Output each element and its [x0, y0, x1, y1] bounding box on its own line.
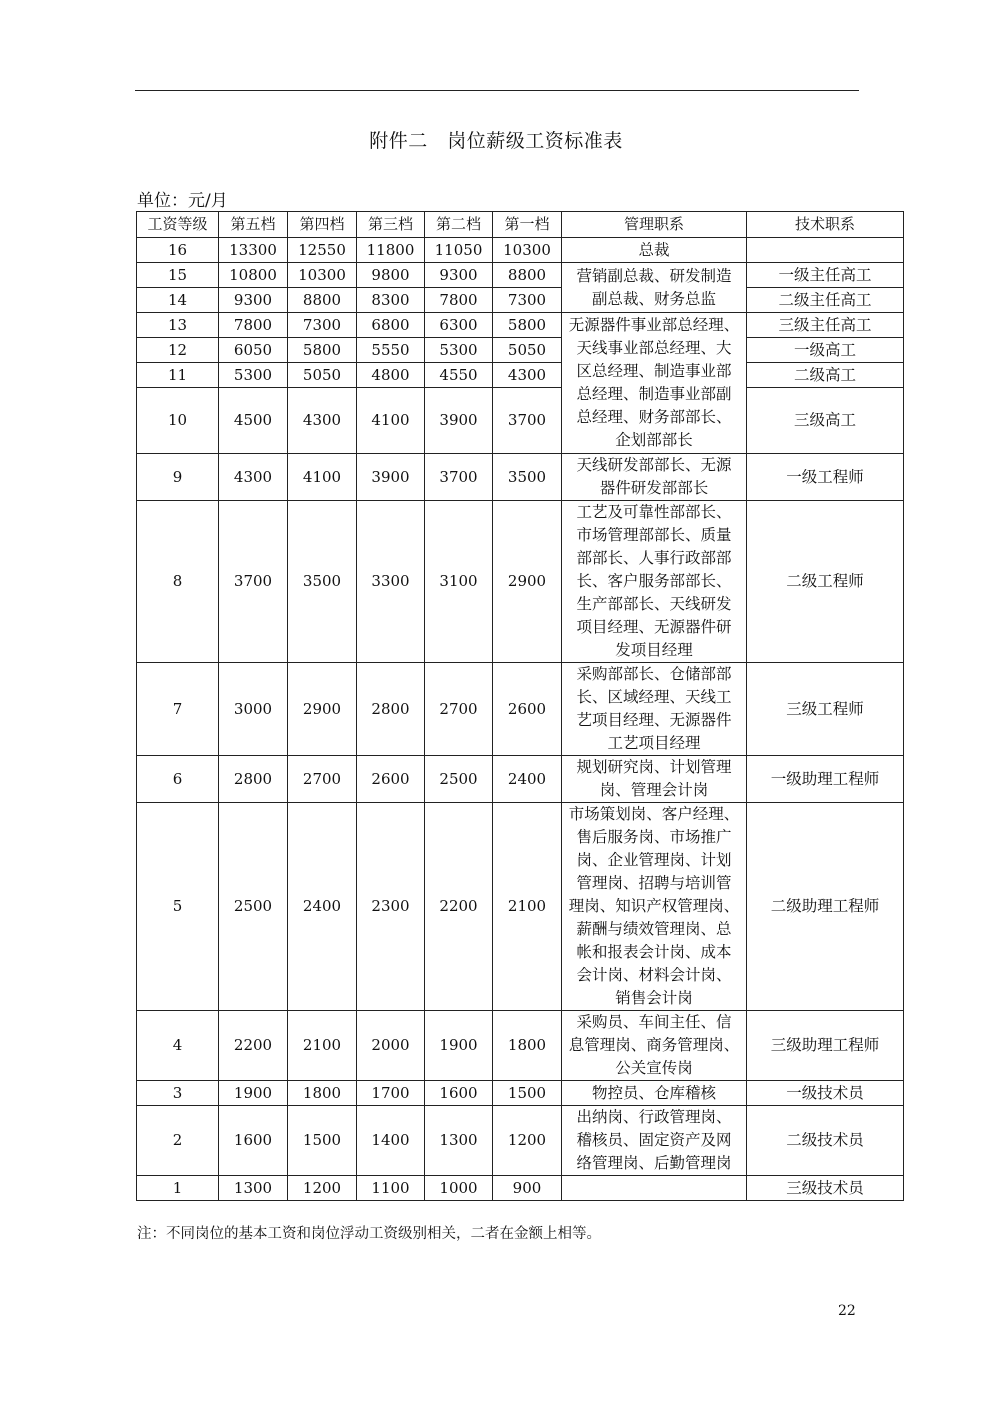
- table-row: [137, 338, 904, 363]
- step5-cell: 2800: [219, 756, 288, 803]
- step4-cell: 2400: [288, 803, 357, 1011]
- step4-cell: 2900: [288, 663, 357, 756]
- step3-cell: 4800: [357, 363, 425, 388]
- grade-cell: 1: [137, 1176, 219, 1201]
- management-cell: 规划研究岗、计划管理 岗、管理会计岗: [562, 756, 747, 803]
- step4-cell: 4100: [288, 454, 357, 501]
- step2-cell: 6300: [425, 313, 493, 338]
- grade-cell: 8: [137, 501, 219, 663]
- step1-cell: 2600: [493, 663, 562, 756]
- step4-cell: 12550: [288, 238, 357, 263]
- step2-cell: 2700: [425, 663, 493, 756]
- step3-cell: 2800: [357, 663, 425, 756]
- management-cell: 出纳岗、行政管理岗、 稽核员、固定资产及网 络管理岗、后勤管理岗: [562, 1106, 747, 1176]
- step4-cell: 7300: [288, 313, 357, 338]
- table-row: [137, 1176, 904, 1201]
- step1-cell: 2400: [493, 756, 562, 803]
- technical-cell: 三级技术员: [747, 1176, 904, 1201]
- step1-cell: 1800: [493, 1011, 562, 1081]
- grade-cell: 2: [137, 1106, 219, 1176]
- step5-cell: 6050: [219, 338, 288, 363]
- step4-cell: 2100: [288, 1011, 357, 1081]
- grade-cell: 13: [137, 313, 219, 338]
- management-cell: 物控员、仓库稽核: [562, 1081, 747, 1106]
- grade-cell: 9: [137, 454, 219, 501]
- table-row: [137, 263, 904, 288]
- table-row: [137, 363, 904, 388]
- technical-cell: 一级助理工程师: [747, 756, 904, 803]
- step5-cell: 4500: [219, 388, 288, 454]
- page-number: 22: [838, 1303, 856, 1319]
- step5-cell: 1300: [219, 1176, 288, 1201]
- grade-cell: 14: [137, 288, 219, 313]
- step3-cell: 2300: [357, 803, 425, 1011]
- step1-cell: 5800: [493, 313, 562, 338]
- step2-cell: 11050: [425, 238, 493, 263]
- header-rule: [135, 90, 859, 91]
- step1-cell: 5050: [493, 338, 562, 363]
- header-step3: 第三档: [357, 212, 425, 238]
- technical-cell: 一级技术员: [747, 1081, 904, 1106]
- step1-cell: 4300: [493, 363, 562, 388]
- step5-cell: 5300: [219, 363, 288, 388]
- table-row: [137, 1106, 904, 1176]
- grade-cell: 3: [137, 1081, 219, 1106]
- step4-cell: 1200: [288, 1176, 357, 1201]
- step5-cell: 1900: [219, 1081, 288, 1106]
- technical-cell: 二级技术员: [747, 1106, 904, 1176]
- table-row: [137, 388, 904, 454]
- step2-cell: 5300: [425, 338, 493, 363]
- technical-cell: 二级工程师: [747, 501, 904, 663]
- grade-cell: 12: [137, 338, 219, 363]
- footnote: 注：不同岗位的基本工资和岗位浮动工资级别相关，二者在金额上相等。: [137, 1226, 601, 1242]
- grade-cell: 6: [137, 756, 219, 803]
- step2-cell: 4550: [425, 363, 493, 388]
- table-row: [137, 313, 904, 338]
- step5-cell: 2200: [219, 1011, 288, 1081]
- table-row: [137, 1011, 904, 1081]
- step3-cell: 3900: [357, 454, 425, 501]
- header-step2: 第二档: [425, 212, 493, 238]
- table-header-row: [137, 212, 904, 238]
- management-cell: 工艺及可靠性部部长、 市场管理部部长、质量 部部长、人事行政部部 长、客户服务部部长、 生产部部长、天线研发 项目经理、无源器件研 发项目经理: [562, 501, 747, 663]
- header-grade: 工资等级: [137, 212, 219, 238]
- management-cell: 无源器件事业部总经理、 天线事业部总经理、大 区总经理、制造事业部 总经理、制造事业部副 总经理、财务部部长、 企划部部长: [562, 313, 747, 454]
- step4-cell: 5050: [288, 363, 357, 388]
- step4-cell: 1500: [288, 1106, 357, 1176]
- header-step5: 第五档: [219, 212, 288, 238]
- management-cell: 营销副总裁、研发制造 副总裁、财务总监: [562, 263, 747, 313]
- grade-cell: 16: [137, 238, 219, 263]
- management-cell: 采购部部长、仓储部部 长、区域经理、天线工 艺项目经理、无源器件 工艺项目经理: [562, 663, 747, 756]
- grade-cell: 4: [137, 1011, 219, 1081]
- step4-cell: 5800: [288, 338, 357, 363]
- step2-cell: 3100: [425, 501, 493, 663]
- table-row: [137, 803, 904, 1011]
- management-cell: 天线研发部部长、无源 器件研发部部长: [562, 454, 747, 501]
- table-row: [137, 238, 904, 263]
- grade-cell: 11: [137, 363, 219, 388]
- grade-cell: 15: [137, 263, 219, 288]
- step3-cell: 1100: [357, 1176, 425, 1201]
- technical-cell: 一级工程师: [747, 454, 904, 501]
- technical-cell: 一级高工: [747, 338, 904, 363]
- step3-cell: 3300: [357, 501, 425, 663]
- step1-cell: 2900: [493, 501, 562, 663]
- step5-cell: 7800: [219, 313, 288, 338]
- table-row: [137, 663, 904, 756]
- step2-cell: 1000: [425, 1176, 493, 1201]
- technical-cell: [747, 238, 904, 263]
- table-row: [137, 1081, 904, 1106]
- step4-cell: 2700: [288, 756, 357, 803]
- step1-cell: 7300: [493, 288, 562, 313]
- step3-cell: 4100: [357, 388, 425, 454]
- step4-cell: 3500: [288, 501, 357, 663]
- step2-cell: 1600: [425, 1081, 493, 1106]
- technical-cell: 一级主任高工: [747, 263, 904, 288]
- header-management: 管理职系: [562, 212, 747, 238]
- step5-cell: 3700: [219, 501, 288, 663]
- step3-cell: 1700: [357, 1081, 425, 1106]
- step5-cell: 4300: [219, 454, 288, 501]
- step1-cell: 900: [493, 1176, 562, 1201]
- technical-cell: 三级主任高工: [747, 313, 904, 338]
- table-row: [137, 756, 904, 803]
- table-row: [137, 288, 904, 313]
- step2-cell: 2500: [425, 756, 493, 803]
- header-technical: 技术职系: [747, 212, 904, 238]
- technical-cell: 三级工程师: [747, 663, 904, 756]
- step1-cell: 3700: [493, 388, 562, 454]
- step4-cell: 1800: [288, 1081, 357, 1106]
- technical-cell: 二级高工: [747, 363, 904, 388]
- step2-cell: 1300: [425, 1106, 493, 1176]
- technical-cell: 三级高工: [747, 388, 904, 454]
- step1-cell: 10300: [493, 238, 562, 263]
- step3-cell: 11800: [357, 238, 425, 263]
- header-step4: 第四档: [288, 212, 357, 238]
- step3-cell: 2600: [357, 756, 425, 803]
- step5-cell: 10800: [219, 263, 288, 288]
- management-cell: 市场策划岗、客户经理、 售后服务岗、市场推广 岗、企业管理岗、计划 管理岗、招聘与培训管 理岗、知识产权管理岗、 薪酬与绩效管理岗、总 帐和报表会计岗、成本 会计岗、材料会计岗、 销售会计岗: [562, 803, 747, 1011]
- step5-cell: 1600: [219, 1106, 288, 1176]
- grade-cell: 7: [137, 663, 219, 756]
- step2-cell: 2200: [425, 803, 493, 1011]
- step4-cell: 8800: [288, 288, 357, 313]
- grade-cell: 10: [137, 388, 219, 454]
- step3-cell: 5550: [357, 338, 425, 363]
- grade-cell: 5: [137, 803, 219, 1011]
- step3-cell: 1400: [357, 1106, 425, 1176]
- step3-cell: 2000: [357, 1011, 425, 1081]
- technical-cell: 二级主任高工: [747, 288, 904, 313]
- table-row: [137, 454, 904, 501]
- page-title: 附件二 岗位薪级工资标准表: [369, 130, 623, 152]
- management-cell: 采购员、车间主任、信 息管理岗、商务管理岗、 公关宣传岗: [562, 1011, 747, 1081]
- step1-cell: 1500: [493, 1081, 562, 1106]
- table-row: [137, 501, 904, 663]
- step2-cell: 7800: [425, 288, 493, 313]
- step2-cell: 3900: [425, 388, 493, 454]
- step1-cell: 1200: [493, 1106, 562, 1176]
- technical-cell: 三级助理工程师: [747, 1011, 904, 1081]
- step3-cell: 9800: [357, 263, 425, 288]
- technical-cell: 二级助理工程师: [747, 803, 904, 1011]
- unit-label: 单位：元/月: [137, 191, 228, 211]
- step2-cell: 3700: [425, 454, 493, 501]
- step5-cell: 13300: [219, 238, 288, 263]
- management-cell: 总裁: [562, 238, 747, 263]
- step1-cell: 2100: [493, 803, 562, 1011]
- step2-cell: 9300: [425, 263, 493, 288]
- salary-table: [136, 211, 904, 1201]
- step5-cell: 3000: [219, 663, 288, 756]
- header-step1: 第一档: [493, 212, 562, 238]
- step4-cell: 10300: [288, 263, 357, 288]
- step5-cell: 9300: [219, 288, 288, 313]
- step4-cell: 4300: [288, 388, 357, 454]
- step1-cell: 8800: [493, 263, 562, 288]
- step1-cell: 3500: [493, 454, 562, 501]
- step5-cell: 2500: [219, 803, 288, 1011]
- step2-cell: 1900: [425, 1011, 493, 1081]
- management-cell: [562, 1176, 747, 1201]
- step3-cell: 6800: [357, 313, 425, 338]
- step3-cell: 8300: [357, 288, 425, 313]
